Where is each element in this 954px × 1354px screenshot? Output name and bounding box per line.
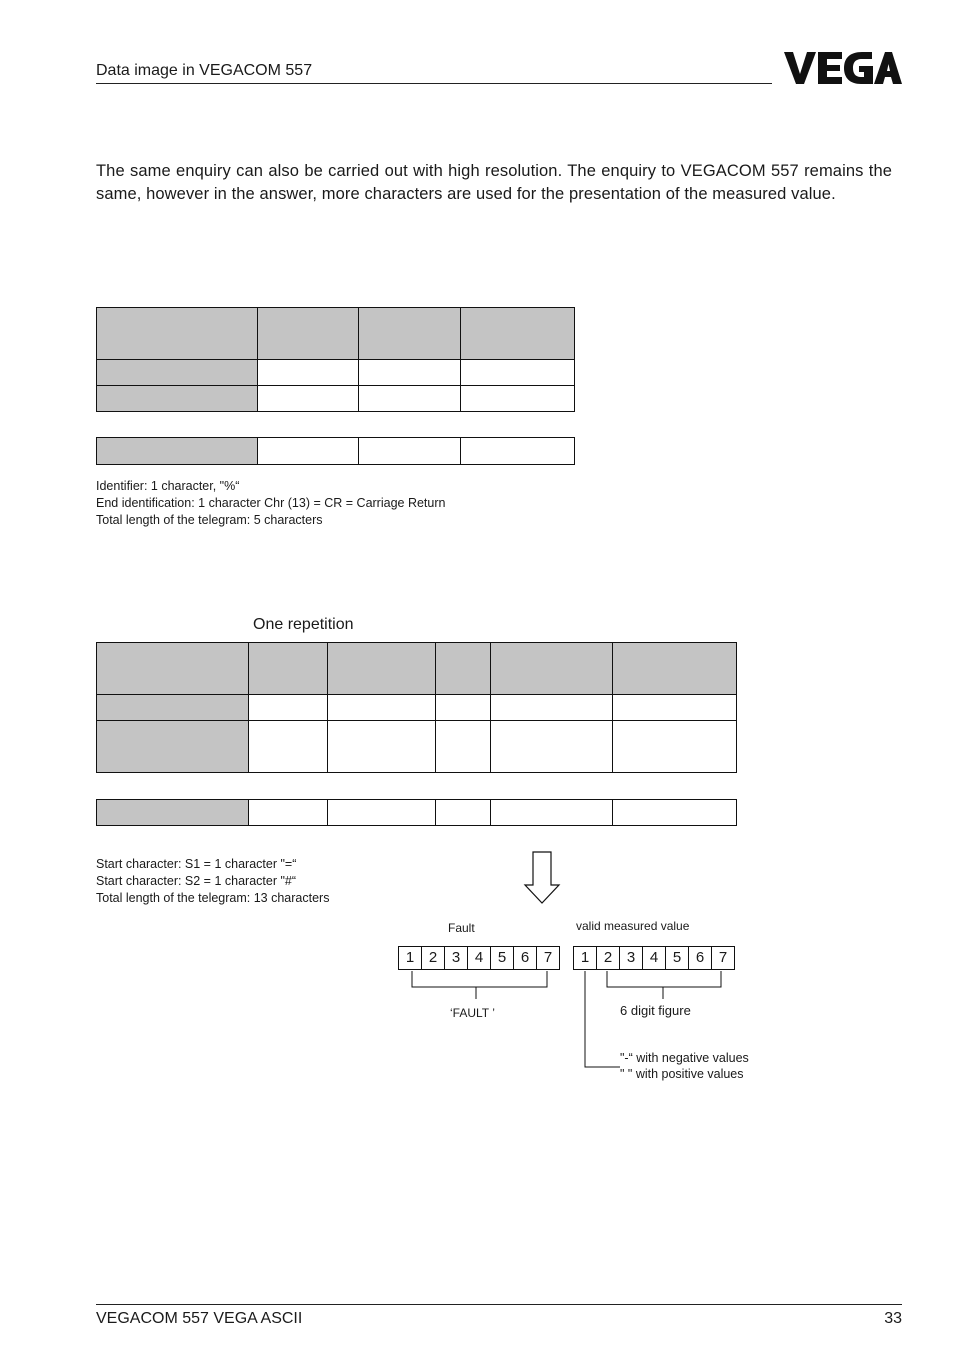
page-number: 33 <box>884 1310 902 1327</box>
sign-positive-label: " " with positive values <box>620 1067 744 1081</box>
digit-box: 3 <box>445 947 468 969</box>
digit-box: 6 <box>514 947 537 969</box>
footer-rule <box>96 1304 902 1305</box>
valid-value-label: valid measured value <box>576 919 690 933</box>
sign-notes <box>620 1050 749 1082</box>
fault-text-label: ‘FAULT ’ <box>450 1006 495 1020</box>
intro-paragraph: The same enquiry can also be carried out with high resolution. The enquiry to VEGACOM 557 remains the same, however in the answer, more characters are used for the presentation of the measured value. <box>96 162 892 203</box>
digit-box: 7 <box>543 949 553 966</box>
note-line: Identifier: 1 character, "%“ <box>96 479 240 493</box>
digit-box: 5 <box>666 947 689 969</box>
digit-box: 3 <box>620 947 643 969</box>
digit-box: 4 <box>643 947 666 969</box>
page-header-title: Data image in VEGACOM 557 <box>96 62 313 79</box>
digit-box: 6 <box>689 947 712 969</box>
digit-box: 2 <box>597 947 620 969</box>
digit-box: 2 <box>422 947 445 969</box>
digit-box: 4 <box>468 947 491 969</box>
note-line: Total length of the telegram: 5 characters <box>96 513 323 527</box>
digit-box: 1 <box>574 947 597 969</box>
digit-box: 5 <box>491 947 514 969</box>
repetition-label: One repetition <box>253 616 354 633</box>
note-line: Start character: S1 = 1 character "=“ <box>96 857 297 871</box>
digit-box: 1 <box>399 947 422 969</box>
digit-box: 7 <box>718 949 728 966</box>
note-line: Start character: S2 = 1 character "#“ <box>96 874 297 888</box>
footer-title: VEGACOM 557 VEGA ASCII <box>96 1310 303 1327</box>
six-digit-label: 6 digit figure <box>620 1003 691 1018</box>
note-line: Total length of the telegram: 13 characters <box>96 891 330 905</box>
sign-negative-label: "-“ with negative values <box>620 1051 749 1065</box>
fault-label: Fault <box>448 921 475 935</box>
note-line: End identification: 1 character Chr (13) = CR = Carriage Return <box>96 496 446 510</box>
